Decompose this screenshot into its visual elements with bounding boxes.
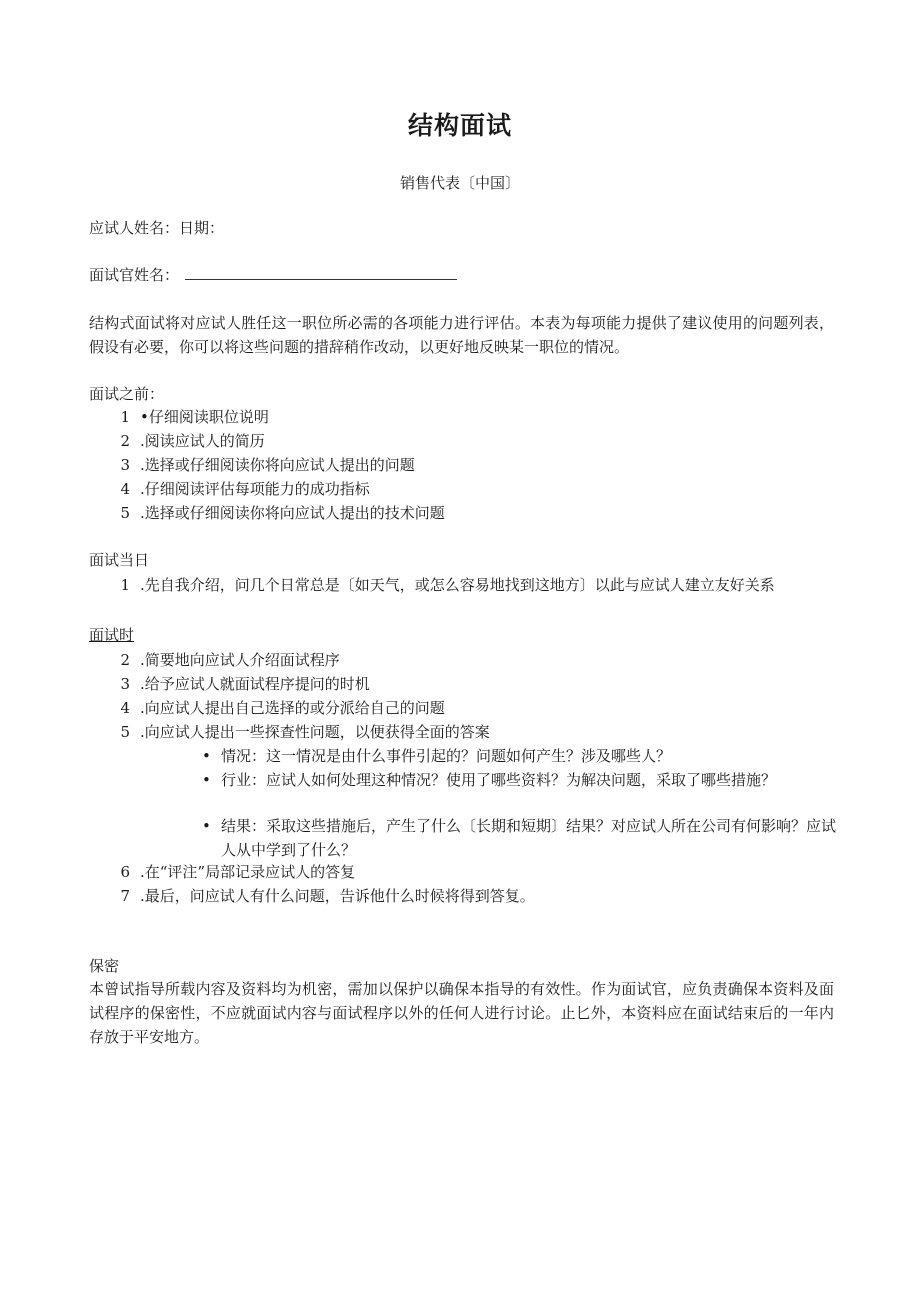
before-item-number: 4 bbox=[120, 480, 130, 498]
during-item-number: 3 bbox=[120, 675, 130, 693]
bullet-icon: • bbox=[202, 817, 211, 835]
probe-bullet-text: 结果：采取这些措施后，产生了什么〔长期和短期〕结果？对应试人所在公司有何影响？应试人从中学到了什么？ bbox=[221, 817, 837, 859]
interviewer-name-field bbox=[89, 265, 457, 285]
day-item: .先自我介绍，问几个日常总是〔如天气，或怎么容易地找到这地方〕以此与应试人建立友好关系 bbox=[140, 576, 775, 594]
probe-bullet bbox=[202, 744, 842, 768]
before-item: .选择或仔细阅读你将向应试人提出的技术问题 bbox=[140, 504, 445, 522]
during-item-number: 4 bbox=[120, 699, 130, 717]
during-item: .给予应试人就面试程序提问的时机 bbox=[140, 675, 370, 693]
during-item: .简要地向应试人介绍面试程序 bbox=[140, 651, 340, 669]
before-item: •仔细阅读职位说明 bbox=[140, 408, 269, 426]
day-item-number: 1 bbox=[120, 576, 130, 594]
before-item-number: 3 bbox=[120, 456, 130, 474]
confidential-heading: 保密 bbox=[89, 957, 120, 975]
during-item: .向应试人提出一些探查性问题，以便获得全面的答案 bbox=[140, 723, 490, 741]
bullet-icon: • bbox=[202, 747, 211, 765]
before-item: .选择或仔细阅读你将向应试人提出的问题 bbox=[140, 456, 415, 474]
during-item-number: 7 bbox=[120, 887, 130, 905]
confidential-paragraph: 本曾试指导所载内容及资料均为机密，需加以保护以确保本指导的有效性。作为面试官，应负责确保本资料及面试程序的保密性，不应就面试内容与面试程序以外的任何人进行讨论。止匕外，本资料应在面试结束后的一年内存放于平安地方。 bbox=[89, 980, 834, 1046]
bullet-icon: • bbox=[202, 771, 211, 789]
before-item: .阅读应试人的简历 bbox=[140, 432, 265, 450]
intro-paragraph: 结构式面试将对应试人胜任这一职位所必需的各项能力进行评估。本表为每项能力提供了建议使用的问题列表，假设有必要，你可以将这些问题的措辞稍作改动，以更好地反映某一职位的情况。 bbox=[89, 314, 834, 356]
probe-bullet-text: 情况：这一情况是由什么事件引起的？问题如何产生？涉及哪些人？ bbox=[221, 747, 672, 765]
day-heading: 面试当日 bbox=[89, 551, 150, 569]
interviewer-name-blank bbox=[185, 267, 457, 280]
during-item: .向应试人提出自己选择的或分派给自己的问题 bbox=[140, 699, 445, 717]
during-heading: 面试时 bbox=[89, 626, 135, 644]
before-heading: 面试之前： bbox=[89, 385, 165, 403]
during-item: .最后，问应试人有什么问题，告诉他什么时候将得到答复。 bbox=[140, 887, 535, 905]
candidate-name-date-field: 应试人姓名：日期： bbox=[89, 219, 225, 237]
before-item: .仔细阅读评估每项能力的成功指标 bbox=[140, 480, 370, 498]
probe-bullet bbox=[202, 814, 842, 862]
during-item-number: 2 bbox=[120, 651, 130, 669]
during-item: .在“评注”局部记录应试人的答复 bbox=[140, 863, 356, 881]
probe-bullet-text: 行业：应试人如何处理这种情况？使用了哪些资料？为解决问题，采取了哪些措施？ bbox=[221, 771, 777, 789]
before-item-number: 2 bbox=[120, 432, 130, 450]
document-subtitle: 销售代表〔中国〕 bbox=[399, 174, 520, 192]
probe-bullet bbox=[202, 768, 842, 792]
before-item-number: 1 bbox=[120, 408, 130, 426]
before-item-number: 5 bbox=[120, 504, 130, 522]
interviewer-name-label: 面试官姓名： bbox=[89, 266, 180, 284]
during-item-number: 6 bbox=[120, 863, 130, 881]
during-item-number: 5 bbox=[120, 723, 130, 741]
document-title: 结构面试 bbox=[407, 111, 512, 140]
